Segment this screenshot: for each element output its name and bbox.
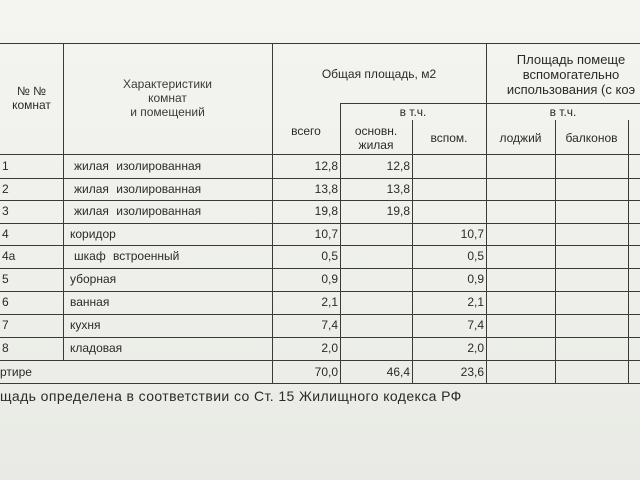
row-name: кладовая bbox=[70, 341, 123, 355]
row-no: 8 bbox=[2, 341, 9, 355]
footer-note: щадь определена в соответствии со Ст. 15 Жилищного кодекса РФ bbox=[0, 388, 462, 404]
row-name: ванная bbox=[70, 295, 110, 309]
row-border bbox=[0, 291, 640, 292]
row-name: уборная bbox=[70, 272, 117, 286]
header-total-area: Общая площадь, м2 bbox=[321, 67, 437, 81]
row-total: 2,0 bbox=[321, 341, 338, 355]
row-name: жилая изолированная bbox=[74, 204, 202, 218]
row-total: 0,9 bbox=[321, 272, 338, 286]
row-aux: 7,4 bbox=[467, 318, 484, 332]
row-main: 19,8 bbox=[386, 204, 410, 218]
header-bottom-border bbox=[0, 154, 640, 155]
row-no: 7 bbox=[2, 318, 9, 332]
header-incl-total: в т.ч. bbox=[399, 105, 427, 119]
totals-main: 46,4 bbox=[386, 365, 410, 379]
col-border bbox=[628, 120, 629, 383]
row-name: жилая изолированная bbox=[74, 182, 202, 196]
col-border bbox=[555, 120, 556, 383]
row-border bbox=[0, 360, 640, 361]
row-total: 12,8 bbox=[314, 159, 338, 173]
row-main: 13,8 bbox=[386, 182, 410, 196]
row-aux: 0,5 bbox=[467, 249, 484, 263]
header-room-no: № № комнат bbox=[12, 84, 51, 112]
header-aux-area: Площадь помеще вспомогательно использования (с коэ bbox=[506, 52, 636, 97]
row-no: 4а bbox=[2, 249, 16, 263]
row-aux: 2,0 bbox=[467, 341, 484, 355]
header-characteristics: Характеристики комнат и помещений bbox=[123, 77, 212, 119]
row-no: 4 bbox=[2, 227, 9, 241]
row-border bbox=[0, 337, 640, 338]
row-border bbox=[0, 223, 640, 224]
row-border bbox=[0, 178, 640, 179]
row-name: кухня bbox=[70, 318, 101, 332]
totals-aux: 23,6 bbox=[460, 365, 484, 379]
row-total: 7,4 bbox=[321, 318, 338, 332]
table-top-border bbox=[0, 43, 640, 44]
row-border bbox=[0, 200, 640, 201]
header-balcony: балконов bbox=[565, 131, 618, 145]
header-all: всего bbox=[291, 124, 321, 138]
row-aux: 0,9 bbox=[467, 272, 484, 286]
header-main-living: основн. жилая bbox=[354, 124, 398, 152]
row-no: 2 bbox=[2, 182, 9, 196]
row-border bbox=[0, 268, 640, 269]
subheader-border bbox=[340, 103, 640, 104]
totals-label: ртире bbox=[0, 365, 32, 379]
table-bottom-border bbox=[0, 383, 640, 384]
row-name: шкаф встроенный bbox=[74, 249, 180, 263]
header-incl-aux: в т.ч. bbox=[549, 105, 577, 119]
totals-total: 70,0 bbox=[314, 365, 338, 379]
row-no: 5 bbox=[2, 272, 9, 286]
header-loggia: лоджий bbox=[499, 131, 542, 145]
row-total: 0,5 bbox=[321, 249, 338, 263]
header-aux: вспом. bbox=[430, 131, 468, 145]
row-border bbox=[0, 314, 640, 315]
row-no: 3 bbox=[2, 204, 9, 218]
row-no: 1 bbox=[2, 159, 9, 173]
row-total: 10,7 bbox=[314, 227, 338, 241]
row-name: жилая изолированная bbox=[74, 159, 202, 173]
row-border bbox=[0, 245, 640, 246]
row-aux: 10,7 bbox=[460, 227, 484, 241]
row-no: 6 bbox=[2, 295, 9, 309]
row-total: 13,8 bbox=[314, 182, 338, 196]
row-total: 19,8 bbox=[314, 204, 338, 218]
row-total: 2,1 bbox=[321, 295, 338, 309]
row-main: 12,8 bbox=[386, 159, 410, 173]
row-name: коридор bbox=[70, 227, 116, 241]
row-aux: 2,1 bbox=[467, 295, 484, 309]
